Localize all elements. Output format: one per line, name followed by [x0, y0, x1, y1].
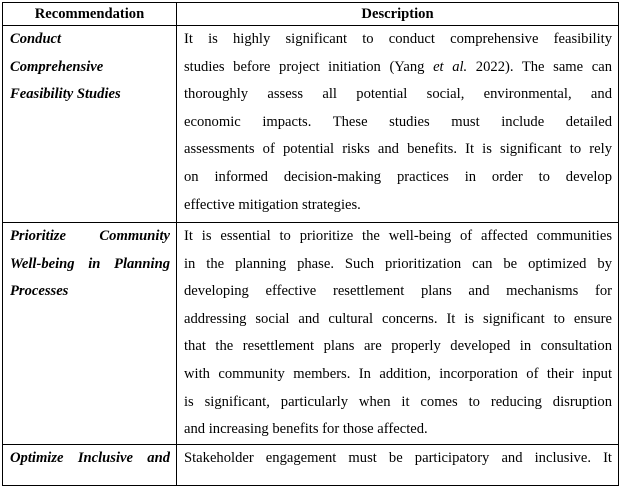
- description-line: that the resettlement plans are properly developed in consultation: [184, 338, 612, 355]
- recommendation-cell: [3, 223, 177, 445]
- description-line: economic impacts. These studies must include detailed: [184, 113, 612, 130]
- table-row: [3, 223, 619, 445]
- recommendation-line: Conduct: [10, 31, 62, 47]
- citation-et-al: et al.: [433, 58, 468, 75]
- description-line: on informed decision-making practices in order to develop: [184, 168, 612, 185]
- recommendation-line: Processes: [10, 283, 69, 300]
- table-header-row: [3, 3, 619, 26]
- recommendation-cell: [3, 444, 177, 485]
- description-line: Stakeholder engagement must be participatory and inclusive. It: [184, 449, 612, 466]
- recommendation-line: Well-being in Planning: [10, 255, 170, 272]
- description-cell: [177, 26, 619, 223]
- description-line: thoroughly assess all potential social, environmental, and: [184, 86, 612, 103]
- recommendation-cell: [3, 26, 177, 223]
- description-cell: [177, 223, 619, 445]
- description-line: It is essential to prioritize the well-being of affected communities: [184, 228, 612, 244]
- description-line: effective mitigation strategies.: [184, 196, 361, 213]
- description-line: assessments of potential risks and benefits. It is significant to rely: [184, 141, 612, 158]
- column-header-recommendation: Recommendation: [3, 3, 177, 26]
- description-line: in the planning phase. Such prioritization can be optimized by: [184, 255, 612, 272]
- citation-text: studies before project initiation (Yang et al. 2022). The same can: [184, 58, 612, 75]
- recommendation-line: Comprehensive: [10, 58, 104, 75]
- recommendation-line: Prioritize Community: [10, 228, 170, 244]
- table-row: [3, 444, 619, 485]
- description-line: developing effective resettlement plans and mechanisms for: [184, 283, 612, 300]
- column-header-description: Description: [177, 3, 619, 26]
- description-line: is significant, particularly when it comes to reducing disruption: [184, 393, 612, 410]
- description-line: and increasing benefits for those affected.: [184, 421, 428, 438]
- recommendation-line: Optimize Inclusive and: [10, 449, 170, 466]
- description-line: [184, 54, 612, 82]
- table-row: [3, 26, 619, 223]
- recommendations-table: [2, 2, 619, 486]
- description-line: It is highly significant to conduct comprehensive feasibility: [184, 31, 612, 47]
- description-line: with community members. In addition, incorporation of their input: [184, 365, 612, 382]
- description-line: addressing social and cultural concerns. It is significant to ensure: [184, 310, 612, 327]
- recommendation-line: Feasibility Studies: [10, 86, 121, 103]
- description-cell: [177, 444, 619, 485]
